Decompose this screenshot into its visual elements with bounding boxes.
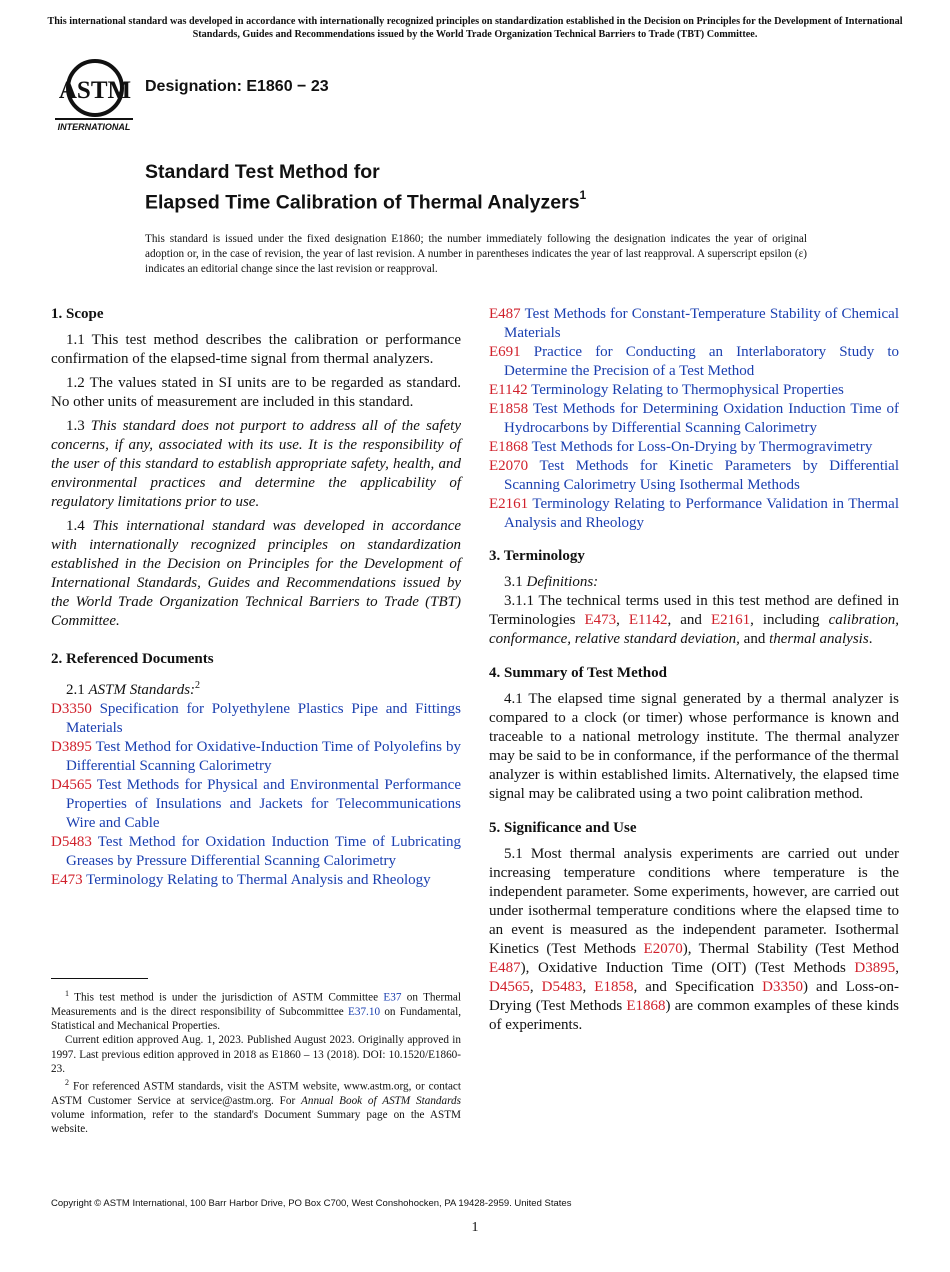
logo-sub: INTERNATIONAL (57, 122, 131, 132)
logo-mark: ASTM (58, 77, 132, 104)
committee-e37-link[interactable]: E37 (383, 991, 402, 1004)
document-title (145, 160, 865, 216)
cite-e487[interactable]: E487 (489, 960, 521, 976)
ref-item-e1858[interactable]: E1858 Test Methods for Determining Oxidation Induction Time of Hydrocarbons by Differential Scanning Calorimetry (489, 401, 900, 436)
cite-d5483[interactable]: D5483 (541, 979, 583, 995)
ref-item-e691[interactable]: E691 Practice for Conducting an Interlaboratory Study to Determine the Precision of a Test Method (489, 344, 899, 379)
copyright: Copyright © ASTM International, 100 Barr Harbor Drive, PO Box C700, West Conshohocken, PA 19428-2959. United States (51, 1198, 572, 1209)
designation: Designation: E1860 − 23 (145, 78, 329, 95)
footnote-1-edition: Current edition approved Aug. 1, 2023. Published August 2023. Originally approved in 1997. Last previous edition approved in 2018 as E1860 – 13 (2018). DOI: 10.1520/E1860-23. (51, 1034, 461, 1075)
section-heading-terminology: 3. Terminology (489, 548, 585, 564)
section-heading-scope: 1. Scope (51, 306, 104, 322)
summary-para: 4.1 The elapsed time signal generated by a thermal analyzer is compared to a clock (or timer) whose performance is known and traceable to a national metrology institute. The thermal analyzer may be said to be in conformance, if the performance of the thermal analyzer is within established limits. Alternatively, the elapsed time signal may be calibrated using a two point calibration method. (489, 691, 899, 802)
ref-item-e473[interactable]: E473 Terminology Relating to Thermal Analysis and Rheology (51, 872, 431, 888)
ref-item-e2161[interactable]: E2161 Terminology Relating to Performance Validation in Thermal Analysis and Rheology (489, 496, 900, 531)
significance-para: 5.1 Most thermal analysis experiments are carried out under increasing temperature conditions where temperature is the independent parameter. Some experiments, however, are carried out under isothermal temperature conditions where the elapsed time to an event is measured as the independent parameter. Isothermal Kinetics (Test Methods E2070), Thermal Stability (Test Method E487), Oxidative Induction Time (OIT) (Test Methods D3895, D4565, D5483, E1858, and Specification D3350) and Loss-on-Drying (Test Methods E1868) are common examples of these kinds of experiments. (489, 846, 900, 1033)
footnote-divider (51, 978, 148, 979)
cite-d3895[interactable]: D3895 (854, 960, 896, 976)
cite-e473[interactable]: E473 (584, 612, 617, 628)
scope-para-1: 1.1 This test method describes the calibration or performance confirmation of the elapsed-time signal from thermal analyzers. (51, 332, 461, 367)
cite-e1868[interactable]: E1868 (626, 998, 666, 1014)
cite-d3350[interactable]: D3350 (762, 979, 803, 995)
scope-para-3: 1.3 This standard does not purport to address all of the safety concerns, if any, associated with its use. It is the responsibility of the user of this standard to establish appropriate safety, health, and environmental practices and determine the applicability of regulatory limitations prior to use. (51, 418, 461, 510)
preamble: This standard is issued under the fixed designation E1860; the number immediately following the designation indicates the year of original adoption or, in the case of revision, the year of last revision. A number in parentheses indicates the year of last reapproval. A superscript epsilon (ε) indicates an editorial change since the last revision or reapproval. (145, 233, 807, 275)
left-column (51, 305, 461, 890)
title-line-1: Standard Test Method for (145, 161, 380, 183)
ref-item-e1868[interactable]: E1868 Test Methods for Loss-On-Drying by Thermogravimetry (489, 439, 873, 455)
astm-standards-label: 2.1 ASTM Standards:$^2$ (66, 680, 201, 698)
title-line-2: Elapsed Time Calibration of Thermal Analyzers (145, 191, 580, 214)
cite-e1858[interactable]: E1858 (594, 979, 634, 995)
title-footnote-mark: 1 (579, 188, 587, 202)
definitions-label: 3.1 Definitions: (504, 574, 599, 590)
cite-e1142[interactable]: E1142 (628, 612, 668, 628)
section-heading-referenced: 2. Referenced Documents (51, 651, 214, 667)
ref-item-e1142[interactable]: E1142 Terminology Relating to Thermophysical Properties (489, 382, 844, 398)
ref-item-d3895[interactable]: D3895 Test Method for Oxidative-Induction Time of Polyolefins by Differential Scanning Calorimetry (51, 739, 461, 774)
footnote-2: $^2$ For referenced ASTM standards, visit the ASTM website, www.astm.org, or contact ASTM Customer Service at service@astm.org. For Annual Book of ASTM Standards volume information, refer to the standard's Document Summary page on the ASTM website. (51, 1077, 461, 1136)
ref-item-d4565[interactable]: D4565 Test Methods for Physical and Environmental Performance Properties of Insulations and Jackets for Telecommunications Wire and Cable (51, 777, 461, 831)
cite-d4565[interactable]: D4565 (489, 979, 530, 995)
cite-e2161[interactable]: E2161 (710, 612, 751, 628)
scope-para-2: 1.2 The values stated in SI units are to be regarded as standard. No other units of measurement are included in this standard. (51, 375, 461, 410)
scope-para-4: 1.4 This international standard was developed in accordance with internationally recognized principles on standardization established in the Decision on Principles for the Development of International Standards, Guides and Recommendations issued by the World Trade Organization Technical Barriers to Trade (TBT) Committee. (51, 518, 462, 629)
terminology-para: 3.1.1 The technical terms used in this test method are defined in Terminologies E473, E1142, and E2161, including calibration, conformance, relative standard deviation, and thermal analysis. (489, 593, 899, 647)
section-heading-summary: 4. Summary of Test Method (489, 665, 667, 681)
tbt-notice: This international standard was developed in accordance with internationally recognized principles on standardization established in the Decision on Principles for the Development of International Standards, Guides and Recommendations issued by the World Trade Organization Technical Barriers to Trade (TBT) Committee. (47, 16, 903, 40)
ref-item-d3350[interactable]: D3350 Specification for Polyethylene Plastics Pipe and Fittings Materials (51, 701, 461, 736)
subcommittee-e3710-link[interactable]: E37.10 (348, 1005, 381, 1018)
cite-e2070[interactable]: E2070 (643, 941, 683, 957)
ref-item-e487[interactable]: E487 Test Methods for Constant-Temperature Stability of Chemical Materials (489, 306, 899, 341)
ref-item-e2070[interactable]: E2070 Test Methods for Kinetic Parameters by Differential Scanning Calorimetry Using Isothermal Methods (489, 458, 899, 493)
ref-item-d5483[interactable]: D5483 Test Method for Oxidation Induction Time of Lubricating Greases by Pressure Differential Scanning Calorimetry (51, 834, 461, 869)
footnotes (51, 987, 461, 1137)
footnote-1: $^1$ This test method is under the jurisdiction of ASTM Committee E37 on Thermal Measurements and is the direct responsibility of Subcommittee E37.10 on Fundamental, Statistical and Mechanical Properties. (51, 989, 461, 1033)
page-number: 1 (471, 1220, 479, 1235)
astm-logo-icon (53, 58, 135, 132)
section-heading-significance: 5. Significance and Use (489, 820, 637, 836)
right-column (489, 305, 899, 1040)
